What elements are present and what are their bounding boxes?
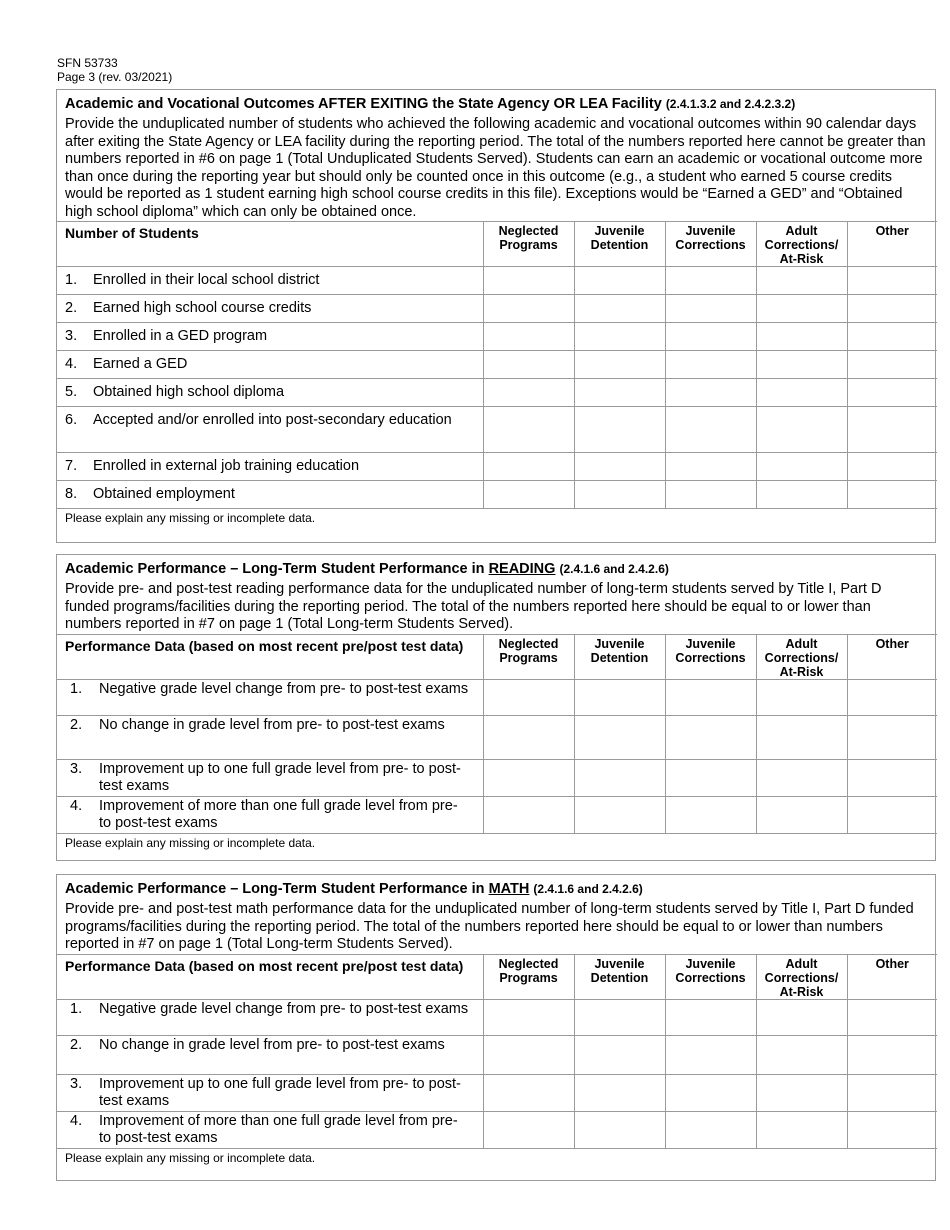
reading-table <box>57 634 937 834</box>
entry-cell[interactable] <box>665 759 756 796</box>
entry-cell[interactable] <box>483 267 574 295</box>
section-title: Academic and Vocational Outcomes AFTER EXITING the State Agency OR LEA Facility (2.4.1.3.2 and 2.4.2.3.2) <box>65 96 796 112</box>
col-adult-corrections: Adult Corrections/ At-Risk <box>756 954 847 999</box>
outcomes-section <box>56 89 936 543</box>
entry-cell[interactable] <box>483 453 574 481</box>
page-info: Page 3 (rev. 03/2021) <box>57 70 173 84</box>
col-juvenile-corrections: Juvenile Corrections <box>665 222 756 267</box>
math-table <box>57 954 937 1149</box>
entry-cell[interactable] <box>756 1035 847 1074</box>
table-row: 5. Obtained high school diploma <box>57 379 937 407</box>
entry-cell[interactable] <box>574 759 665 796</box>
entry-cell[interactable] <box>483 351 574 379</box>
col-neglected: Neglected Programs <box>483 222 574 267</box>
entry-cell[interactable] <box>756 267 847 295</box>
entry-cell[interactable] <box>483 323 574 351</box>
subject-math: MATH <box>488 881 530 897</box>
entry-cell[interactable] <box>483 796 574 833</box>
table-row: 4. Earned a GED <box>57 351 937 379</box>
entry-cell[interactable] <box>574 295 665 323</box>
entry-cell[interactable] <box>665 407 756 453</box>
entry-cell[interactable] <box>574 796 665 833</box>
entry-cell[interactable] <box>665 295 756 323</box>
col-juvenile-corrections: Juvenile Corrections <box>665 954 756 999</box>
entry-cell[interactable] <box>665 1074 756 1111</box>
entry-cell[interactable] <box>574 1111 665 1148</box>
entry-cell[interactable] <box>574 679 665 715</box>
col-neglected: Neglected Programs <box>483 954 574 999</box>
row-header: Performance Data (based on most recent pre/post test data) <box>57 954 483 999</box>
form-header <box>57 56 172 84</box>
entry-cell[interactable] <box>574 481 665 509</box>
entry-cell[interactable] <box>665 351 756 379</box>
entry-cell[interactable] <box>756 407 847 453</box>
entry-cell[interactable] <box>574 379 665 407</box>
entry-cell[interactable] <box>483 1074 574 1111</box>
section-description: Provide pre- and post-test reading performance data for the unduplicated number of long-term students served by Title I, Part D funded programs/facilities during the reporting period. The total of the numbers reported here should be equal to or lower than numbers reported in #7 on page 1 (Total Long-term Students Served). <box>65 581 882 632</box>
entry-cell[interactable] <box>665 323 756 351</box>
entry-cell[interactable] <box>756 453 847 481</box>
entry-cell[interactable] <box>665 267 756 295</box>
table-row: 4. Improvement of more than one full grade level from pre- to post-test exams <box>57 796 937 833</box>
table-row: 7. Enrolled in external job training education <box>57 453 937 481</box>
table-row: 2. No change in grade level from pre- to post-test exams <box>57 715 937 759</box>
col-adult-corrections: Adult Corrections/ At-Risk <box>756 222 847 267</box>
entry-cell[interactable] <box>756 1074 847 1111</box>
entry-cell[interactable] <box>756 481 847 509</box>
entry-cell[interactable] <box>665 1111 756 1148</box>
table-row: 3. Enrolled in a GED program <box>57 323 937 351</box>
row-header: Performance Data (based on most recent pre/post test data) <box>57 634 483 679</box>
table-row: 1. Negative grade level change from pre- to post-test exams <box>57 679 937 715</box>
entry-cell[interactable] <box>847 1111 937 1148</box>
entry-cell[interactable] <box>665 481 756 509</box>
entry-cell[interactable] <box>665 679 756 715</box>
entry-cell[interactable] <box>665 379 756 407</box>
entry-cell[interactable] <box>847 999 937 1035</box>
entry-cell[interactable] <box>847 759 937 796</box>
table-row: 8. Obtained employment <box>57 481 937 509</box>
entry-cell[interactable] <box>847 715 937 759</box>
entry-cell[interactable] <box>756 1111 847 1148</box>
entry-cell[interactable] <box>847 1035 937 1074</box>
form-number: SFN 53733 <box>57 56 118 70</box>
entry-cell[interactable] <box>483 715 574 759</box>
entry-cell[interactable] <box>847 453 937 481</box>
subject-reading: READING <box>488 561 556 577</box>
entry-cell[interactable] <box>665 796 756 833</box>
entry-cell[interactable] <box>847 1074 937 1111</box>
entry-cell[interactable] <box>574 351 665 379</box>
col-juvenile-detention: Juvenile Detention <box>574 634 665 679</box>
entry-cell[interactable] <box>847 679 937 715</box>
entry-cell[interactable] <box>483 999 574 1035</box>
entry-cell[interactable] <box>756 679 847 715</box>
entry-cell[interactable] <box>847 407 937 453</box>
table-row: 3. Improvement up to one full grade level from pre- to post-test exams <box>57 759 937 796</box>
col-other: Other <box>847 222 937 267</box>
table-row: 2. No change in grade level from pre- to post-test exams <box>57 1035 937 1074</box>
entry-cell[interactable] <box>847 481 937 509</box>
col-other: Other <box>847 634 937 679</box>
entry-cell[interactable] <box>756 715 847 759</box>
col-juvenile-detention: Juvenile Detention <box>574 222 665 267</box>
missing-data-note: Please explain any missing or incomplete data. <box>65 511 316 525</box>
outcomes-table <box>57 221 937 509</box>
entry-cell[interactable] <box>483 295 574 323</box>
col-other: Other <box>847 954 937 999</box>
entry-cell[interactable] <box>574 1074 665 1111</box>
entry-cell[interactable] <box>665 1035 756 1074</box>
entry-cell[interactable] <box>847 351 937 379</box>
entry-cell[interactable] <box>847 267 937 295</box>
col-juvenile-detention: Juvenile Detention <box>574 954 665 999</box>
entry-cell[interactable] <box>483 407 574 453</box>
table-row: 2. Earned high school course credits <box>57 295 937 323</box>
section-description: Provide pre- and post-test math performance data for the unduplicated number of long-term students served by Title I, Part D funded programs/facilities during the reporting period. The total of the numbers reported here should be equal to or lower than numbers reported in #7 on page 1 (Total Long-term Students Served). <box>65 901 914 952</box>
entry-cell[interactable] <box>665 999 756 1035</box>
entry-cell[interactable] <box>574 323 665 351</box>
table-row: 6. Accepted and/or enrolled into post-secondary education <box>57 407 937 453</box>
entry-cell[interactable] <box>756 351 847 379</box>
entry-cell[interactable] <box>665 715 756 759</box>
entry-cell[interactable] <box>756 379 847 407</box>
math-section <box>56 874 936 1181</box>
row-header: Number of Students <box>57 222 483 267</box>
table-row: 1. Negative grade level change from pre- to post-test exams <box>57 999 937 1035</box>
missing-data-note: Please explain any missing or incomplete data. <box>65 835 316 850</box>
section-description: Provide the unduplicated number of students who achieved the following academic and vocational outcomes within 90 calendar days after exiting the State Agency or LEA facility during the reporting period. The total of the numbers reported here cannot be greater than numbers reported in #6 on page 1 (Total Unduplicated Students Served). Students can earn an academic or vocational outcome more than once during the reporting year but should only be counted once in this outcome (e.g., a student who earned 5 course credits would be reported as 1 student earning high school course credits in this file). Exceptions would be “Earned a GED” and “Obtained high school diploma” which can only be obtained once. <box>65 116 926 220</box>
entry-cell[interactable] <box>574 715 665 759</box>
entry-cell[interactable] <box>574 1035 665 1074</box>
section-title: Academic Performance – Long-Term Student Performance in READING (2.4.1.6 and 2.4.2.6) <box>65 561 669 577</box>
reading-section <box>56 554 936 861</box>
entry-cell[interactable] <box>574 407 665 453</box>
col-juvenile-corrections: Juvenile Corrections <box>665 634 756 679</box>
entry-cell[interactable] <box>756 796 847 833</box>
entry-cell[interactable] <box>847 379 937 407</box>
table-row: 1. Enrolled in their local school district <box>57 267 937 295</box>
entry-cell[interactable] <box>483 1111 574 1148</box>
col-neglected: Neglected Programs <box>483 634 574 679</box>
entry-cell[interactable] <box>574 453 665 481</box>
entry-cell[interactable] <box>756 759 847 796</box>
entry-cell[interactable] <box>483 481 574 509</box>
entry-cell[interactable] <box>756 323 847 351</box>
entry-cell[interactable] <box>847 295 937 323</box>
entry-cell[interactable] <box>483 759 574 796</box>
entry-cell[interactable] <box>665 453 756 481</box>
entry-cell[interactable] <box>574 267 665 295</box>
entry-cell[interactable] <box>483 679 574 715</box>
entry-cell[interactable] <box>483 379 574 407</box>
section-title: Academic Performance – Long-Term Student Performance in MATH (2.4.1.6 and 2.4.2.6) <box>65 881 643 897</box>
entry-cell[interactable] <box>847 323 937 351</box>
table-row: 4. Improvement of more than one full grade level from pre- to post-test exams <box>57 1111 937 1148</box>
table-row: 3. Improvement up to one full grade level from pre- to post-test exams <box>57 1074 937 1111</box>
missing-data-note: Please explain any missing or incomplete data. <box>65 1150 316 1165</box>
entry-cell[interactable] <box>756 999 847 1035</box>
entry-cell[interactable] <box>847 796 937 833</box>
entry-cell[interactable] <box>483 1035 574 1074</box>
entry-cell[interactable] <box>756 295 847 323</box>
entry-cell[interactable] <box>574 999 665 1035</box>
col-adult-corrections: Adult Corrections/ At-Risk <box>756 634 847 679</box>
